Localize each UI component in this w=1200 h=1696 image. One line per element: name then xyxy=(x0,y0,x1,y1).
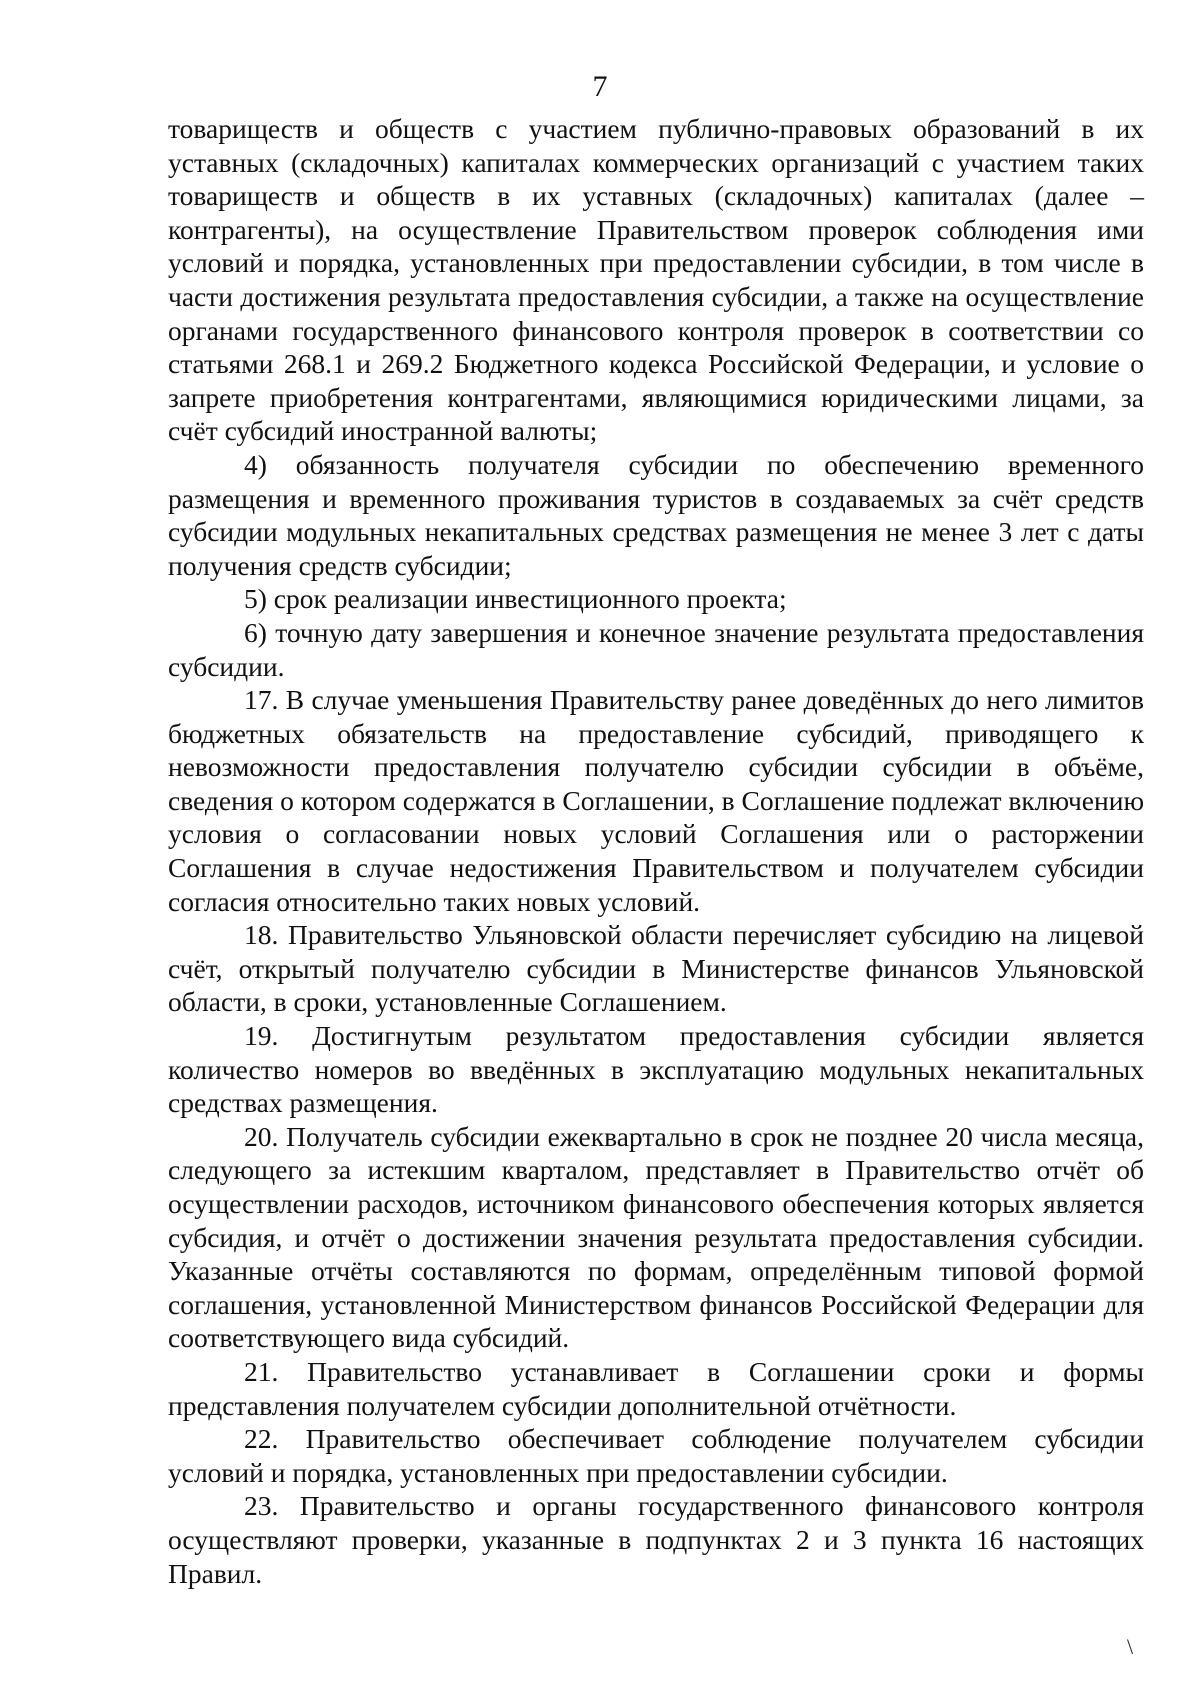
clause-19: 19. Достигнутым результатом предоставления субсидии является количество номеров во введённых в эксплуатацию модульных некапитальных средствах размещения. xyxy=(168,1020,1144,1119)
list-item-4: 4) обязанность получателя субсидии по обеспечению временного размещения и временного проживания туристов в создаваемых за счёт средств субсидии модульных некапитальных средствах размещения не менее 3 лет с даты получения средств субсидии; xyxy=(168,448,1144,581)
document-body xyxy=(168,112,1144,1590)
stray-pen-mark: \ xyxy=(1127,1634,1134,1659)
clause-20: 20. Получатель субсидии ежеквартально в срок не позднее 20 числа месяца, следующего за истекшим кварталом, представляет в Правительство отчёт об осуществлении расходов, источником финансового обеспечения которых является субсидия, и отчёт о достижении значения результата предоставления субсидии. Указанные отчёты составляются по формам, определённым типовой формой соглашения, установленной Министерством финансов Российской Федерации для соответствующего вида субсидий. xyxy=(168,1120,1144,1354)
clause-21: 21. Правительство устанавливает в Соглашении сроки и формы представления получателем субсидии дополнительной отчётности. xyxy=(168,1355,1144,1421)
list-item-6: 6) точную дату завершения и конечное значение результата предоставления субсидии. xyxy=(168,616,1144,682)
page-number: 7 xyxy=(592,70,608,103)
clause-22: 22. Правительство обеспечивает соблюдение получателем субсидии условий и порядка, установленных при предоставлении субсидии. xyxy=(168,1423,1144,1488)
clause-18: 18. Правительство Ульяновской области перечисляет субсидию на лицевой счёт, открытый получателю субсидии в Министерстве финансов Ульяновской области, в сроки, установленные Соглашением. xyxy=(168,919,1144,1018)
clause-23: 23. Правительство и органы государственного финансового контроля осуществляют проверки, указанные в подпунктах 2 и 3 пункта 16 настоящих Правил. xyxy=(168,1490,1144,1589)
clause-17: 17. В случае уменьшения Правительству ранее доведённых до него лимитов бюджетных обязательств на предоставление субсидий, приводящего к невозможности предоставления получателю субсидии субсидии в объёме, сведения о котором содержатся в Соглашении, в Соглашение подлежат включению условия о согласовании новых условий Соглашения или о расторжении Соглашения в случае недостижения Правительством и получателем субсидии согласия относительно таких новых условий. xyxy=(168,684,1144,917)
list-item-5: 5) срок реализации инвестиционного проекта; xyxy=(244,583,787,615)
paragraph-continuation: товариществ и обществ с участием публично-правовых образований в их уставных (складочных) капиталах коммерческих организаций с участием таких товариществ и обществ в их уставных (складочных) капиталах (далее – контрагенты), на осуществление Правительством проверок соблюдения ими условий и порядка, установленных при предоставлении субсидии, в том числе в части достижения результата предоставления субсидии, а также на осуществление органами государственного финансового контроля проверок в соответствии со статьями 268.1 и 269.2 Бюджетного кодекса Российской Федерации, и условие о запрете приобретения контрагентами, являющимися юридическими лицами, за счёт субсидий иностранной валюты; xyxy=(168,113,1144,447)
